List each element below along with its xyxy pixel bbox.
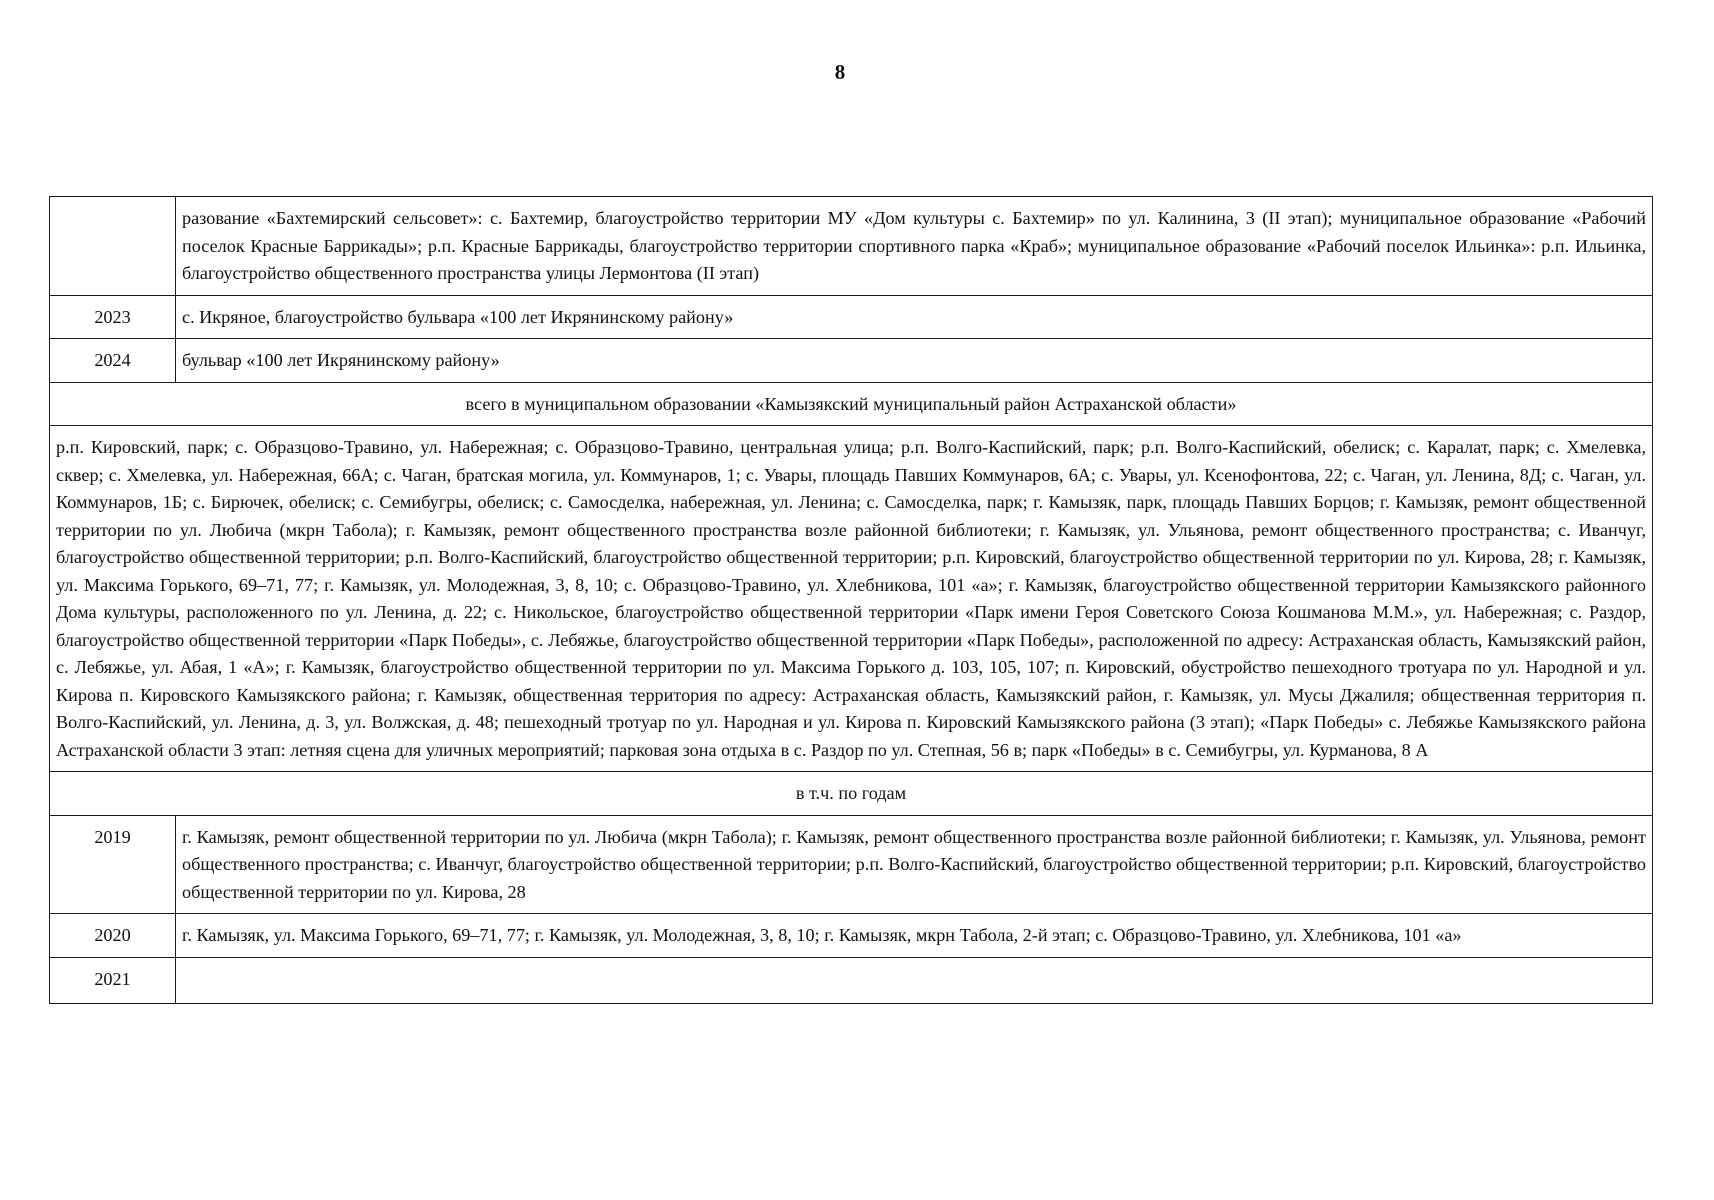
section-text: р.п. Кировский, парк; с. Образцово-Травино, ул. Набережная; с. Образцово-Травино, центральная улица; р.п. Волго-Каспийский, парк; р.п. Волго-Каспийский, обелиск; с. Каралат, парк; с. Хмелевка, сквер; с. Хмелевка, ул. Набережная, 66А; с. Чаган, братская могила, ул. Коммунаров, 1; с. Увары, площадь Павших Коммунаров, 6А; с. Увары, ул. Ксенофонтова, 22; с. Чаган, ул. Ленина, 8Д; с. Чаган, ул. Коммунаров, 1Б; с. Бирючек, обелиск; с. Семибугры, обелиск; с. Самосделка, набережная, ул. Ленина; с. Самосделка, парк; г. Камызяк, парк, площадь Павших Борцов; г. Камызяк, ремонт общественной территории по ул. Любича (мкрн Табола); г. Камызяк, ремонт общественного пространства возле районной библиотеки; г. Камызяк, ул. Ульянова, ремонт общественного пространства; с. Иванчуг, благоустройство общественной территории; р.п. Волго-Каспийский, благоустройство общественной территории; р.п. Кировский, благоустройство общественной территории по ул. Кирова, 28; г. Камызяк, ул. Максима Горького, 69–71, 77; г. Камызяк, ул. Молодежная, 3, 8, 10; с. Образцово-Травино, ул. Хлебникова, 101 «а»; г. Камызяк, благоустройство общественной территории Камызякского районного Дома культуры, расположенного по ул. Ленина, д. 22; с. Никольское, благоустройство общественной территории «Парк имени Героя Советского Союза Кошманова М.М.», ул. Набережная; с. Раздор, благоустройство общественной территории «Парк Победы», с. Лебяжье, благоустройство общественной территории «Парк Победы», расположенной по адресу: Астраханская область, Камызякский район, с. Лебяжье, ул. Абая, 1 «А»; г. Камызяк, благоустройство общественной территории по ул. Максима Горького д. 103, 105, 107; п. Кировский, обустройство пешеходного тротуара по ул. Народной и ул. Кирова п. Кировского Камызякского района; г. Камызяк, общественная территория по адресу: Астраханская область, Камызякский район, г. Камызяк, ул. Мусы Джалиля; общественная территория п. Волго-Каспийский, ул. Ленина, д. 3, ул. Волжская, д. 48; пешеходный тротуар по ул. Народная и ул. Кирова п. Кировский Камызякского района (3 этап); «Парк Победы» с. Лебяжье Камызякского района Астраханской области 3 этап: летняя сцена для уличных мероприятий; парковая зона отдыха в с. Раздор по ул. Степная, 56 в; парк «Победы» в с. Семибугры, ул. Курманова, 8 А [50, 426, 1653, 772]
description-cell: г. Камызяк, ремонт общественной территории по ул. Любича (мкрн Табола); г. Камызяк, ремонт общественного пространства возле районной библиотеки; г. Камызяк, ул. Ульянова, ремонт общественного пространства; с. Иванчуг, благоустройство общественной территории; р.п. Волго-Каспийский, благоустройство общественной территории; р.п. Кировский, благоустройство общественной территории по ул. Кирова, 28 [176, 815, 1653, 914]
table-row [50, 295, 1653, 339]
year-cell: 2024 [50, 339, 176, 383]
table-row [50, 339, 1653, 383]
table-row [50, 914, 1653, 958]
description-cell: с. Икряное, благоустройство бульвара «100 лет Икрянинскому району» [176, 295, 1653, 339]
section-text-row [50, 426, 1653, 772]
section-header-row [50, 382, 1653, 426]
table-row [50, 815, 1653, 914]
section-header: всего в муниципальном образовании «Камызякский муниципальный район Астраханской области» [50, 382, 1653, 426]
year-cell: 2021 [50, 957, 176, 1003]
page-number: 8 [834, 60, 846, 84]
program-table [49, 196, 1653, 1004]
year-cell: 2023 [50, 295, 176, 339]
table-row [50, 197, 1653, 296]
year-cell [50, 197, 176, 296]
description-cell: бульвар «100 лет Икрянинскому району» [176, 339, 1653, 383]
description-cell: разование «Бахтемирский сельсовет»: с. Бахтемир, благоустройство территории МУ «Дом культуры с. Бахтемир» по ул. Калинина, 3 (II этап); муниципальное образование «Рабочий поселок Красные Баррикады»; р.п. Красные Баррикады, благоустройство территории спортивного парка «Краб»; муниципальное образование «Рабочий поселок Ильинка»: р.п. Ильинка, благоустройство общественного пространства улицы Лермонтова (II этап) [176, 197, 1653, 296]
year-cell: 2019 [50, 815, 176, 914]
by-years-header: в т.ч. по годам [50, 772, 1653, 816]
year-cell: 2020 [50, 914, 176, 958]
by-years-header-row [50, 772, 1653, 816]
description-cell [176, 957, 1653, 1003]
description-cell: г. Камызяк, ул. Максима Горького, 69–71, 77; г. Камызяк, ул. Молодежная, 3, 8, 10; г. Камызяк, мкрн Табола, 2-й этап; с. Образцово-Травино, ул. Хлебникова, 101 «а» [176, 914, 1653, 958]
table-row [50, 957, 1653, 1003]
